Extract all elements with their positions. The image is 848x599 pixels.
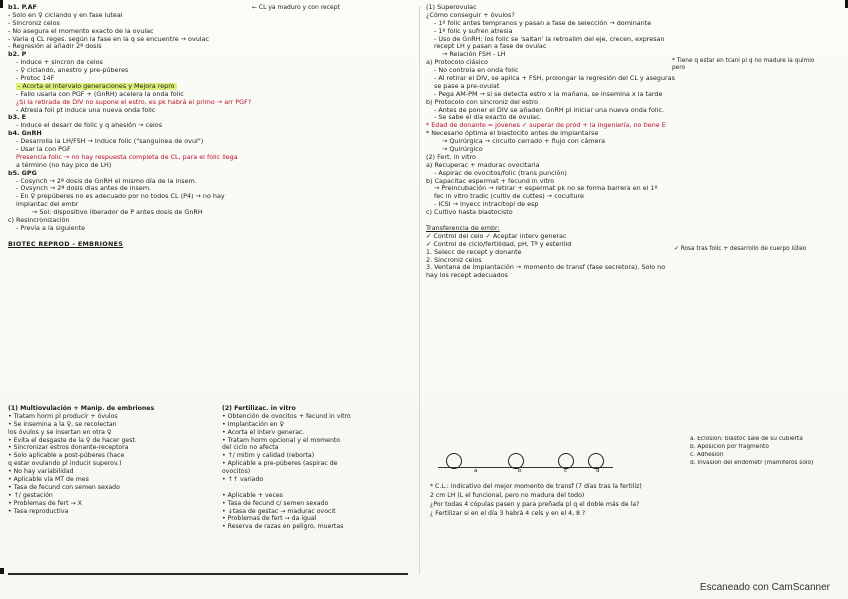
column-divider: [419, 6, 420, 574]
implantation-stage-label: a. Eclosión: blastoc sale de su cubierta: [690, 436, 803, 442]
note-line: [426, 217, 838, 225]
scan-corner-mark: [0, 0, 3, 8]
note-line: 3. Ventana de implantación → momento de transf (fase secretora). Solo no: [426, 264, 666, 272]
note-line: - En ♀ prepúberes no es adecuado por no todos CL (P4) → no hay: [16, 193, 225, 201]
ivf-item: ovocitos): [222, 468, 251, 476]
note-line: implantac del embr: [16, 201, 79, 209]
note-line: BIOTEC REPROD - EMBRIONES: [8, 240, 124, 248]
note-line: - Usar la con PGF: [16, 146, 71, 154]
note-line: Transferencia de embr:: [426, 224, 500, 232]
note-line: - Uso de GnRH: los folic se 'saltan' la retroalim del eje, crecen, expresan: [434, 35, 665, 43]
implantation-stage-label: b. Aposición por fragmento: [690, 443, 769, 450]
ivf-item: • Acorta el interv generac.: [222, 428, 305, 436]
multiovulation-item: • Tasa reproductiva: [8, 507, 69, 515]
note-line: - Se sabe el día exacto de ovulac.: [434, 114, 542, 122]
note-line: - Al retirar el DIV, se aplica + FSH, prolongar la regresión del CL y aseguras: [434, 75, 675, 83]
note-line: → Quirúrgica → circuito cerrado + flujo con cámera: [442, 138, 605, 146]
multiovulation-item: q estar ovulando pl inducir superov.): [8, 460, 122, 468]
note-line: b1. P.AF: [8, 4, 37, 11]
note-line: - Previa a la siguiente: [16, 224, 86, 232]
note-line: b) Capacitac espermat + fecund in vitro: [426, 177, 555, 185]
note-line: - No asegura el momento exacto de la ovulac: [8, 27, 154, 35]
multiovulation-section: [8, 405, 218, 515]
note-line: ✓ Control del celo ✓ Aceptar interv generac: [426, 232, 567, 240]
ivf-item: [222, 484, 412, 492]
note-line: fec in vitro tradic (cultiv de cuttes) → coculture: [434, 193, 584, 201]
camscanner-watermark: Escaneado con CamScanner: [699, 582, 830, 593]
stage-label-c: c: [564, 468, 568, 474]
note-line: 2. Sincroniz celos: [426, 256, 482, 264]
multiovulation-item: • Tratam horm pl producir + óvulos: [8, 412, 118, 420]
stage-label-a: a: [474, 468, 478, 474]
note-line: → Relación FSH - LH: [442, 51, 506, 59]
note-line: → Sol: dispositivo liberador de P antes dosis de GnRH: [32, 209, 203, 217]
note-line: a) Protocolo clásico: [426, 59, 488, 67]
note-line: b) Protocolo con sincroniz del estro: [426, 98, 539, 106]
ivf-item: • ↑↑ variado: [222, 476, 264, 484]
note-line: - Induce + sincron de celos: [16, 59, 103, 67]
note-line: - ICSI → inyecc intracitopl de esp: [434, 201, 539, 209]
multiovulation-item: • No hay variabilidad: [8, 468, 74, 476]
note-line: a término (no hay pico de LH): [16, 161, 112, 169]
note-line: * Edad de donante = jóvenes ✓ superar de prod + la ingeniería, no tiene E: [426, 122, 666, 130]
note-line: - Aspirac de ovocitos/folic (trans punción): [434, 169, 567, 177]
ivf-item: • Tratam horm opcional y el momento: [222, 436, 341, 444]
embryo-stage-d-icon: [588, 453, 604, 469]
post-figure-note: ¿Por todas 4 cópulas pasen y para preñada pl q el doble más de la?: [430, 501, 640, 508]
post-figure-note: ¿ Fertilizar si en el día 3 habrá 4 cels y en el 4, 8 ?: [430, 510, 586, 517]
note-line: b4. GnRH: [8, 130, 42, 138]
note-line: - Atresia foli pt induce una nueva onda folic: [16, 106, 156, 114]
note-line: - Induce el desarr de folic y q ahesión → celos: [16, 122, 163, 130]
multiovulation-item: • ↑/ gestación: [8, 491, 53, 499]
note-line: - Protoc 14F: [16, 75, 55, 83]
note-line: se pase a pre-ovulat: [434, 82, 500, 90]
note-line: c) Resincronización: [8, 217, 70, 225]
multiovulation-item: • Solo aplicable a post-púberes (hace: [8, 452, 125, 460]
note-line: b2. P: [8, 51, 27, 59]
ivf-section: [222, 405, 412, 531]
multiovulation-item: • Evita el desgaste de la ♀ de hacer gest.: [8, 436, 137, 444]
embryo-stage-c-icon: [558, 453, 574, 469]
stage-label-d: d: [596, 468, 600, 474]
note-line: - Regresión al añadir 2ª dosis: [8, 43, 102, 51]
note-line: [8, 233, 416, 241]
post-figure-note: * C.L.: indicativo del mejor momento de transf (7 días tras la fertiliz): [430, 483, 642, 490]
note-line: - Antes de poner el DIV se añaden GnRH pl iniciar una nueva onda folic.: [434, 106, 665, 114]
page-bottom-edge: [8, 573, 408, 575]
note-line: (2) Fert. in vitro: [426, 153, 476, 161]
note-line: * Necesario óptima el blastocito antes de implantarse: [426, 130, 599, 138]
cl-note: ← CL ya maduro y con recept: [252, 4, 340, 11]
note-line: ¿Cómo conseguir + óvulos?: [426, 11, 515, 19]
note-line: - Desarrolla la LH/FSH → Induce folic ("sanguinea de ovul"): [16, 138, 204, 146]
ivf-item: • Reserva de razas en peligro, muertas: [222, 523, 344, 531]
ivf-item: • Problemas de fert → da igual: [222, 515, 317, 523]
stage-label-b: b: [518, 468, 522, 474]
note-line: ✓ Control de ciclo/fertilidad, pH, Tª y esterilid: [426, 240, 572, 248]
note-line: - Varia q CL reges. según la fase en la q se encuentre → ovulac: [8, 35, 209, 43]
ivf-item: • Aplicable a pre-púberes (aspirac de: [222, 460, 338, 468]
right-notes-column: [426, 4, 838, 280]
multiovulation-item: • Sincronizar estros donante-receptora: [8, 444, 129, 452]
ivf-item: del ciclo no afecta: [222, 444, 279, 452]
ivf-item: • ↓tasa de gestac → madurac ovocit: [222, 507, 336, 515]
left-notes-column: [8, 4, 416, 249]
note-line: → Preincubación → retirar + espermat pk no se forma barrera en el 1º: [434, 185, 658, 193]
note-line: recept LH y pasan a fase de ovulac: [434, 43, 547, 51]
note-line: - Sincroniz celos: [8, 19, 60, 27]
multiovulation-item: • Aplicable vía MT de mes: [8, 476, 89, 484]
ivf-item: • Aplicable + veces: [222, 491, 283, 499]
note-line: - 1º folic y sufren atresia: [434, 27, 513, 35]
note-line: c) Cultivo hasta blastocisto: [426, 209, 513, 217]
note-line: → Quirúrgico: [442, 146, 483, 154]
note-line: - 1º folic antes tempranos y pasan a fase de selección → dominante: [434, 19, 652, 27]
ivf-item: • Tasa de fecund c/ semen sexado: [222, 499, 329, 507]
ivf-item: • ↑/ mitim y calidad (reborta): [222, 452, 315, 460]
note-line: - Fallo usarla con PGF + (GnRH) acelera la onda folic: [16, 90, 184, 98]
note-line: hay los recept adecuados: [426, 272, 508, 280]
multiovulation-item: • Tasa de fecund con semen sexado: [8, 483, 120, 491]
note-line: - ♀ ciclando, anestro y pre-púberes: [16, 67, 129, 75]
note-line: - No controla en onda folic: [434, 67, 519, 75]
multiovulation-title: (1) Multiovulación + Manip. de embriones: [8, 405, 155, 412]
ivf-title: (2) Fertilizac. in vitro: [222, 405, 296, 412]
note-line: Presencia folic → no hay respuesta completa de CL, para el folic llega: [16, 153, 238, 161]
endometrium-line: [438, 467, 613, 468]
note-line: (1) Superovulac: [426, 4, 477, 11]
implantation-stage-labels: [690, 436, 813, 468]
implantation-stages-figure: [438, 451, 618, 475]
embryo-stage-a-icon: [446, 453, 462, 469]
note-line: [8, 83, 416, 91]
scan-corner-mark: [0, 568, 4, 574]
implantation-stage-label: c. Adhesión: [690, 451, 724, 458]
rosa-note: ✓ Rosa tras folic + desarrollo de cuerpo lúteo: [674, 246, 807, 252]
note-line: ¿Si la retirada de DIV no supone el estro, es pk habrá el primo → arr PGF?: [16, 98, 252, 106]
highlighted-text: - Acorta el intervalo generaciones y Mejora repro: [18, 82, 175, 90]
embryo-stage-b-icon: [508, 453, 524, 469]
note-line: - Ovsynch → 2ª dosis dias antes de insem.: [16, 185, 152, 193]
multiovulation-item: • Problemas de fert → X: [8, 499, 82, 507]
note-line: - Cosynch → 2ª dosis de GnRH el mismo día de la insem.: [16, 177, 197, 185]
note-line: - Solo en ♀ ciclando y en fase luteal: [8, 11, 123, 19]
post-figure-note: 2 cm LH (L el funcional, pero no madura del todo): [430, 492, 585, 499]
note-line: - Pega AM-PM → si se detecta estro x la mañana, se insemina x la tarde: [434, 90, 663, 98]
post-figure-notes: [430, 482, 642, 518]
implantation-stage-label: d. Invasión del endometr (mamíferos solo): [690, 459, 814, 466]
donante-note: * Tiene q estar en tcanl pl q no madure la quimio pero: [672, 58, 815, 71]
ivf-item: • Obtención de ovocitos + fecund in vitro: [222, 412, 351, 420]
multiovulation-item: los óvulos y se insertan en otra ♀: [8, 428, 112, 436]
note-line: 1. Selecc de recept y donante: [426, 248, 522, 256]
multiovulation-item: • Se insemina a la ♀, se recolectan: [8, 420, 117, 428]
ivf-item: • Implantación en ♀: [222, 420, 285, 428]
note-line: b3. E: [8, 114, 27, 122]
note-line: b5. GPG: [8, 169, 37, 177]
note-line: a) Recuperac + madurac ovocitaria: [426, 161, 540, 169]
